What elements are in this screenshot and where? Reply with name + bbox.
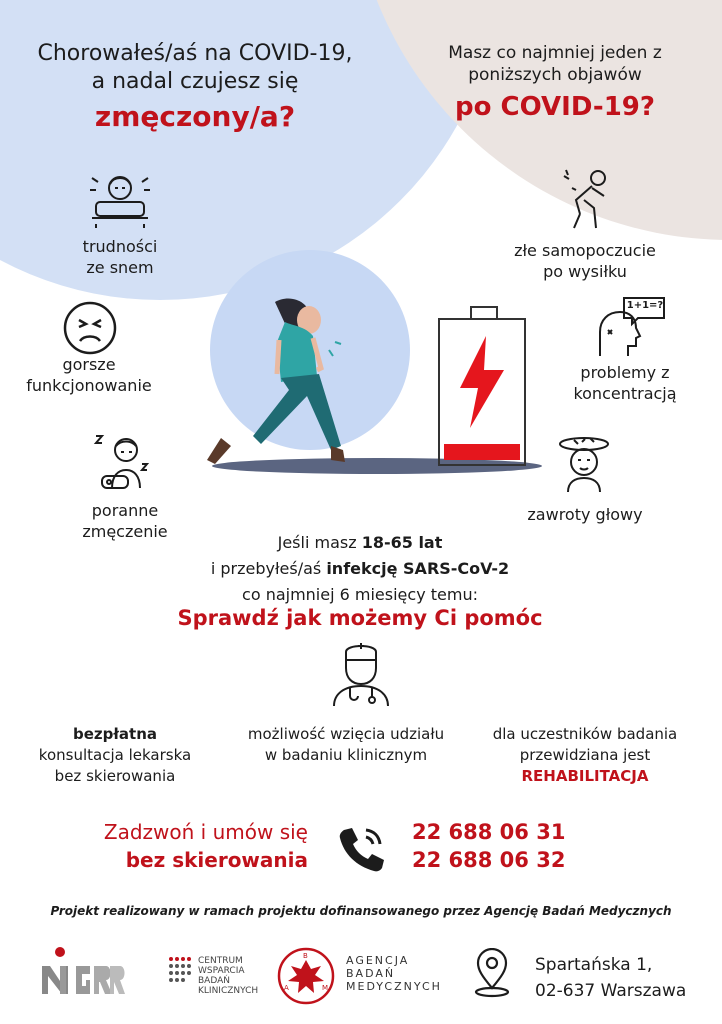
symptom-concentration	[560, 362, 690, 404]
benefit-consultation-line2: bez skierowania	[54, 767, 176, 785]
right-question-line1: Masz co najmniej jeden z	[448, 43, 662, 63]
battery-icon	[438, 306, 526, 466]
left-question-line2: a nadal czujesz się	[91, 69, 299, 94]
exhausted-person-icon	[558, 168, 614, 232]
address-line1: Spartańska 1,	[535, 955, 653, 975]
benefit-trial-line1: możliwość wzięcia udziału	[247, 725, 445, 743]
thinking-head-icon	[596, 296, 666, 358]
left-question-line1: Chorowałeś/aś na COVID-19,	[37, 41, 353, 66]
symptom-morning-line2: zmęczenie	[82, 522, 168, 541]
symptom-exercise	[490, 240, 680, 282]
right-question	[420, 42, 690, 86]
eligibility-infection: infekcję SARS-CoV-2	[326, 559, 510, 578]
benefit-rehabilitation-line1: dla uczestników badania	[492, 725, 678, 743]
eligibility-text	[120, 530, 600, 608]
eligibility-line2	[120, 556, 600, 582]
benefit-trial-line2: w badaniu klinicznym	[264, 746, 428, 764]
benefit-consultation	[20, 724, 210, 787]
cwbk-line1: CENTRUM	[198, 956, 243, 966]
doctor-icon	[330, 640, 392, 708]
nigrr-logo	[38, 944, 126, 1000]
sad-face-icon	[62, 300, 118, 356]
morning-tired-icon	[92, 430, 154, 492]
right-question-highlight: po COVID-19?	[455, 92, 655, 122]
abm-emblem-icon	[276, 946, 336, 1006]
benefit-rehabilitation-highlight: REHABILITACJA	[521, 767, 649, 785]
sleep-trouble-icon	[88, 170, 152, 232]
symptom-exercise-line2: po wysiłku	[543, 262, 627, 281]
benefit-consultation-line1: konsultacja lekarska	[38, 746, 192, 764]
address-line2: 02-637 Warszawa	[535, 981, 687, 1001]
symptom-morning-line1: poranne	[91, 501, 159, 520]
symptom-sleep	[50, 236, 190, 278]
symptom-function-line1: gorsze	[62, 355, 116, 374]
project-note: Projekt realizowany w ramach projektu dofinansowanego przez Agencję Badań Medycznych	[50, 904, 672, 918]
phone-numbers	[412, 818, 565, 874]
dizzy-head-icon	[554, 432, 616, 494]
math-question: 1+1=?	[626, 300, 664, 311]
eligibility-line1-text: Jeśli masz	[277, 533, 362, 552]
phone-number-1[interactable]: 22 688 06 31	[412, 820, 566, 844]
benefit-rehabilitation-line2: przewidziana jest	[519, 746, 651, 764]
eligibility-line2-text: i przebyłeś/aś	[210, 559, 327, 578]
benefit-rehabilitation	[478, 724, 692, 787]
symptom-sleep-line2: ze snem	[86, 258, 154, 277]
symptom-concentration-line1: problemy z	[580, 363, 670, 382]
svg-text:M: M	[322, 984, 329, 992]
symptom-concentration-line2: koncentracją	[573, 384, 677, 403]
eligibility-line3: co najmniej 6 miesięcy temu:	[242, 585, 478, 604]
svg-text:B: B	[303, 952, 308, 960]
contact-call-text	[40, 818, 308, 874]
abm-line1: AGENCJA	[346, 954, 410, 967]
cwbk-line2: WSPARCIA	[198, 966, 245, 976]
right-question-line2: poniższych objawów	[468, 65, 642, 85]
eligibility-line1	[120, 530, 600, 556]
location-pin-icon	[472, 948, 512, 998]
benefit-consultation-bold: bezpłatna	[72, 725, 158, 743]
tired-woman-illustration	[205, 292, 365, 472]
symptom-dizziness: zawroty głowy	[527, 505, 643, 524]
abm-text	[346, 954, 442, 993]
abm-line3: MEDYCZNYCH	[346, 980, 442, 993]
svg-text:A: A	[284, 984, 289, 992]
symptom-sleep-line1: trudności	[82, 237, 158, 256]
symptom-exercise-line1: złe samopoczucie	[514, 241, 656, 260]
address	[535, 952, 686, 1004]
cwbk-line3: BADAŃ	[198, 976, 230, 986]
cwbk-line4: KLINICZNYCH	[198, 986, 259, 996]
phone-icon	[336, 824, 386, 874]
benefit-trial	[222, 724, 470, 766]
eligibility-age: 18-65 lat	[361, 533, 443, 552]
cwbk-dots-icon	[168, 956, 196, 984]
contact-line2: bez skierowania	[125, 848, 308, 872]
abm-line2: BADAŃ	[346, 967, 396, 980]
phone-number-2[interactable]: 22 688 06 32	[412, 848, 566, 872]
left-question	[20, 40, 370, 96]
symptom-function	[14, 354, 164, 396]
symptom-function-line2: funkcjonowanie	[26, 376, 152, 395]
contact-line1: Zadzwoń i umów się	[103, 820, 308, 844]
cwbk-text	[198, 956, 258, 996]
left-question-highlight: zmęczony/a?	[94, 100, 296, 133]
cta-heading: Sprawdź jak możemy Ci pomóc	[177, 606, 543, 630]
